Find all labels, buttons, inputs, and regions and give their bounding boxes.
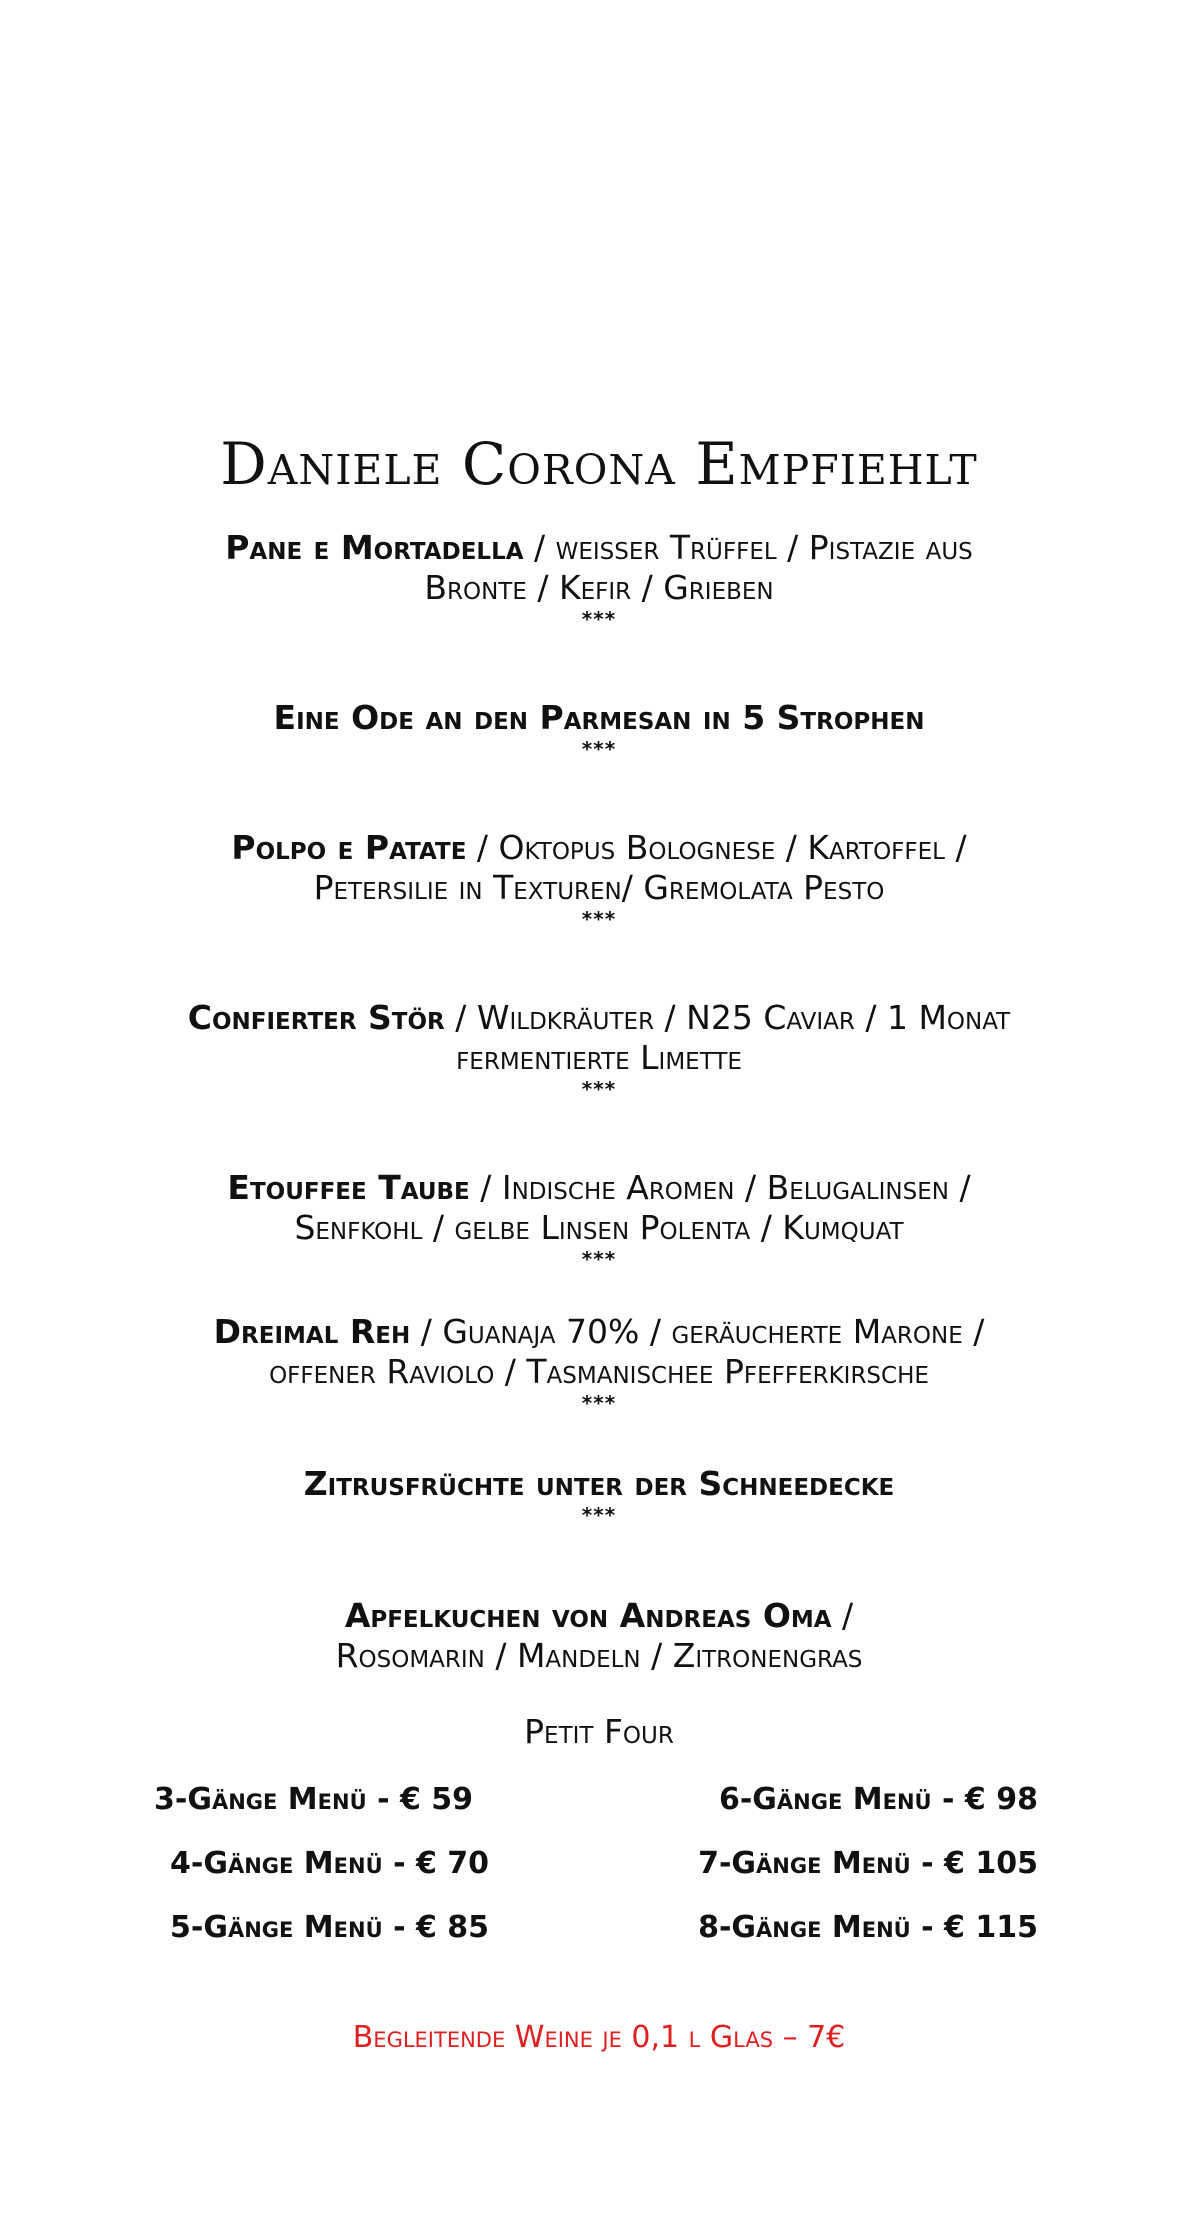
dish-description: / weisser Trüffel / Pistazie aus	[523, 528, 973, 567]
course-line	[100, 828, 1098, 868]
course-separator: ***	[581, 1391, 617, 1415]
dish-description-continued: Petersilie in Texturen/ Gremolata Pesto	[313, 868, 885, 907]
dish-name: Confierter Stör	[187, 998, 445, 1037]
course-line	[100, 698, 1098, 738]
course-line	[100, 1168, 1098, 1208]
dish-description-continued: Rosomarin / Mandeln / Zitronengras	[335, 1636, 863, 1675]
course-item	[100, 828, 1098, 930]
petit-four-label: Petit Four	[524, 1712, 674, 1751]
course-item	[100, 1596, 1098, 1676]
wine-pairing-note: Begleitende Weine je 0,1 l Glas – 7€	[352, 2020, 846, 2055]
price-7-courses: 7-Gänge Menü - € 105	[698, 1846, 1038, 1881]
course-separator: ***	[581, 1503, 617, 1527]
course-separator: ***	[581, 737, 617, 761]
dish-name: Pane e Mortadella	[225, 528, 524, 567]
course-line	[100, 1596, 1098, 1636]
dish-description: / Indische Aromen / Belugalinsen /	[469, 1168, 971, 1207]
course-separator: ***	[581, 1077, 617, 1101]
dish-description: /	[831, 1596, 854, 1635]
price-6-courses: 6-Gänge Menü - € 98	[718, 1782, 1038, 1817]
course-separator: ***	[581, 1247, 617, 1271]
dish-description: / Wildkräuter / N25 Caviar / 1 Monat	[444, 998, 1011, 1037]
dish-description-continued: Senfkohl / gelbe Linsen Polenta / Kumquat	[294, 1208, 904, 1247]
course-line	[100, 1312, 1098, 1352]
course-item-petit-four	[100, 1712, 1098, 1752]
price-4-courses: 4-Gänge Menü - € 70	[170, 1846, 490, 1881]
course-separator: ***	[581, 607, 617, 631]
dish-description: / Oktopus Bolognese / Kartoffel /	[466, 828, 967, 867]
dish-name: Polpo e Patate	[231, 828, 467, 867]
course-line	[100, 1464, 1098, 1504]
course-item	[100, 528, 1098, 630]
dish-name: Etouffee Taube	[227, 1168, 470, 1207]
course-item	[100, 698, 1098, 760]
dish-name: Eine Ode an den Parmesan in 5 Strophen	[273, 698, 925, 737]
dish-description-continued: fermentierte Limette	[456, 1038, 742, 1077]
dish-description-continued: Bronte / Kefir / Grieben	[424, 568, 774, 607]
course-item	[100, 1168, 1098, 1270]
price-8-courses: 8-Gänge Menü - € 115	[698, 1910, 1038, 1945]
course-item	[100, 998, 1098, 1100]
price-5-courses: 5-Gänge Menü - € 85	[170, 1910, 490, 1945]
course-line	[100, 998, 1098, 1038]
course-item	[100, 1312, 1098, 1414]
dish-description-continued: offener Raviolo / Tasmanischee Pfefferkirsche	[269, 1352, 929, 1391]
course-separator: ***	[581, 907, 617, 931]
dish-name: Apfelkuchen von Andreas Oma	[344, 1596, 832, 1635]
price-3-courses: 3-Gänge Menü - € 59	[154, 1782, 474, 1817]
dish-name: Dreimal Reh	[213, 1312, 411, 1351]
menu-title: Daniele Corona Empfiehlt	[220, 430, 978, 498]
dish-description: / Guanaja 70% / geräucherte Marone /	[410, 1312, 985, 1351]
course-list	[100, 528, 1098, 1752]
course-item	[100, 1464, 1098, 1526]
dish-name: Zitrusfrüchte unter der Schneedecke	[303, 1464, 895, 1503]
course-line	[100, 528, 1098, 568]
